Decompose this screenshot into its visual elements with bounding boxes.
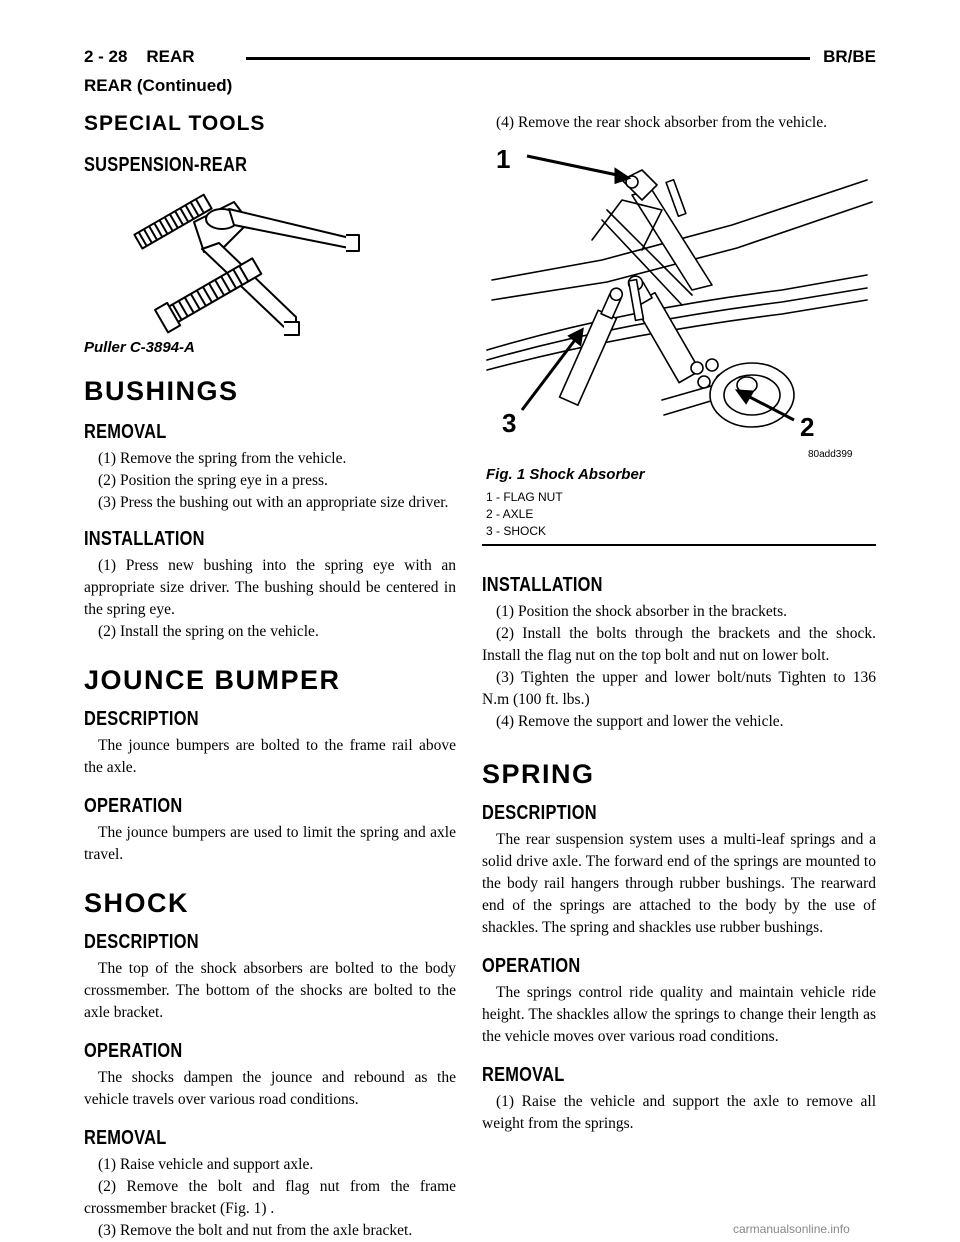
header-rule — [246, 57, 810, 60]
shock-operation-heading: OPERATION — [84, 1040, 183, 1062]
special-tools-heading: SPECIAL TOOLS — [84, 112, 266, 135]
spring-heading: SPRING — [482, 759, 595, 789]
callout-2: 2 — [800, 412, 815, 442]
callout-1: 1 — [496, 144, 511, 174]
right-column — [482, 112, 876, 1135]
legend-item-flag-nut: 1 - FLAG NUT — [486, 490, 563, 504]
puller-tool-illustration — [84, 177, 456, 347]
section-name: REAR — [146, 47, 195, 66]
shock-installation-step-4: (4) Remove the support and lower the vehicle. — [496, 713, 784, 730]
shock-removal-step-2: (2) Remove the bolt and flag nut from the frame crossmember bracket (Fig. 1) . — [84, 1178, 456, 1217]
spring-operation-heading: OPERATION — [482, 955, 581, 977]
figure-legend — [486, 489, 876, 540]
shock-installation-step-3: (3) Tighten the upper and lower bolt/nuts Tighten to 136 N.m (100 ft. lbs.) — [482, 669, 876, 708]
shock-absorber-figure — [482, 140, 876, 462]
page-header — [84, 47, 876, 73]
shock-removal-step-3: (3) Remove the bolt and nut from the axle bracket. — [98, 1222, 413, 1239]
shock-installation-step-1: (1) Position the shock absorber in the brackets. — [496, 603, 787, 620]
watermark: carmanualsonline.info — [733, 1222, 850, 1236]
jounce-operation-heading: OPERATION — [84, 795, 183, 817]
bushings-installation-step-1: (1) Press new bushing into the spring eye with an appropriate size driver. The bushing should be centered in the spring eye. — [84, 557, 456, 618]
shock-installation-step-2: (2) Install the bolts through the brackets and the shock. Install the flag nut on the top bolt and nut on lower bolt. — [482, 625, 876, 664]
suspension-rear-heading: SUSPENSION-REAR — [84, 154, 248, 176]
spring-operation-text: The springs control ride quality and maintain vehicle ride height. The shackles allow the springs to change their length as the vehicle moves over various road conditions. — [482, 984, 876, 1045]
spring-description-heading: DESCRIPTION — [482, 802, 597, 824]
page-number: 2 - 28 — [84, 47, 128, 66]
spring-description-text: The rear suspension system uses a multi-leaf springs and a solid drive axle. The forward end of the springs are mounted to the body rail hangers through rubber bushings. The rearward end of the springs are attached to the body by the use of shackles. The spring and shackles use rubber bushings. — [482, 831, 876, 936]
left-column — [84, 112, 456, 1242]
tool-caption: Puller C-3894-A — [84, 339, 195, 356]
jounce-description-text: The jounce bumpers are bolted to the frame rail above the axle. — [84, 737, 456, 776]
spring-removal-step-1: (1) Raise the vehicle and support the axle to remove all weight from the springs. — [482, 1093, 876, 1132]
jounce-bumper-heading: JOUNCE BUMPER — [84, 665, 341, 695]
bushings-installation-heading: INSTALLATION — [84, 528, 205, 550]
legend-item-shock: 3 - SHOCK — [486, 524, 547, 538]
bushings-removal-step-3: (3) Press the bushing out with an appropriate size driver. — [98, 494, 449, 511]
shock-removal-heading: REMOVAL — [84, 1127, 167, 1149]
jounce-description-heading: DESCRIPTION — [84, 708, 199, 730]
bushings-installation-step-2: (2) Install the spring on the vehicle. — [98, 623, 319, 640]
spring-removal-heading: REMOVAL — [482, 1064, 565, 1086]
legend-item-axle: 2 - AXLE — [486, 507, 534, 521]
shock-operation-text: The shocks dampen the jounce and rebound as the vehicle travels over various road conditions. — [84, 1069, 456, 1108]
puller-icon — [84, 177, 456, 347]
shock-absorber-illustration — [482, 140, 876, 462]
model-code: BR/BE — [823, 47, 876, 66]
continued-label: REAR (Continued) — [84, 76, 233, 95]
shock-removal-step-1: (1) Raise vehicle and support axle. — [98, 1156, 314, 1173]
shock-removal-step-4: (4) Remove the rear shock absorber from the vehicle. — [496, 114, 827, 131]
bushings-heading: BUSHINGS — [84, 376, 239, 406]
shock-heading: SHOCK — [84, 888, 190, 918]
shock-installation-heading: INSTALLATION — [482, 574, 603, 596]
jounce-operation-text: The jounce bumpers are used to limit the spring and axle travel. — [84, 824, 456, 863]
header-left — [84, 47, 195, 67]
callout-3: 3 — [502, 408, 517, 438]
figure-caption: Fig. 1 Shock Absorber — [486, 466, 645, 483]
bushings-removal-step-1: (1) Remove the spring from the vehicle. — [98, 450, 347, 467]
bushings-removal-heading: REMOVAL — [84, 421, 167, 443]
figure-id: 80add399 — [808, 449, 853, 460]
shock-description-text: The top of the shock absorbers are bolted to the body crossmember. The bottom of the shocks are bolted to the axle bracket. — [84, 960, 456, 1021]
bushings-removal-step-2: (2) Position the spring eye in a press. — [98, 472, 328, 489]
shock-description-heading: DESCRIPTION — [84, 931, 199, 953]
